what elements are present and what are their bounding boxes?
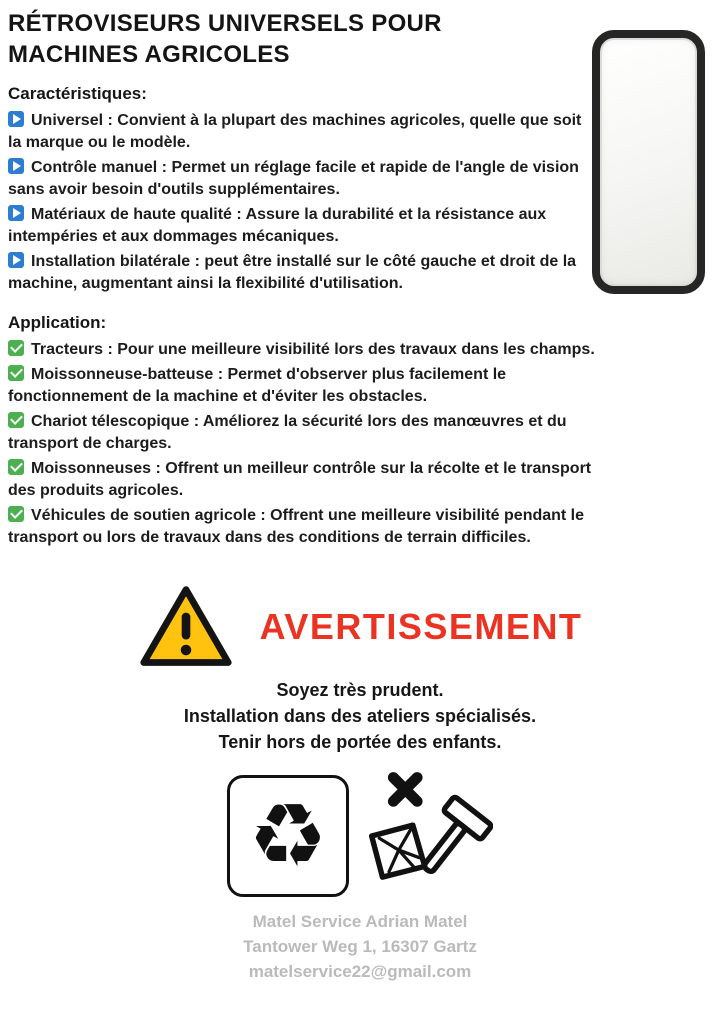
feature-text: Universel : Convient à la plupart des machines agricoles, quelle que soit la marque ou le modèle. xyxy=(8,112,582,151)
warning-note-line: Soyez très prudent. xyxy=(276,680,444,700)
application-item xyxy=(8,458,598,502)
play-button-icon xyxy=(8,205,24,221)
play-button-icon xyxy=(8,111,24,127)
warning-triangle-icon xyxy=(138,583,234,671)
application-text: Véhicules de soutien agricole : Offrent une meilleure visibilité pendant le transport ou lors de travaux dans des conditions de terrain difficiles. xyxy=(8,507,585,546)
feature-item xyxy=(8,110,598,154)
warning-note-line: Installation dans des ateliers spécialisés. xyxy=(183,706,537,726)
application-item xyxy=(8,411,598,455)
play-button-icon xyxy=(8,158,24,174)
check-mark-icon xyxy=(8,412,24,428)
features-heading: Caractéristiques: xyxy=(8,84,147,103)
application-item xyxy=(8,364,598,408)
application-item xyxy=(8,505,598,549)
check-mark-icon xyxy=(8,365,24,381)
seller-footer xyxy=(8,909,712,984)
applications-heading: Application: xyxy=(8,313,107,332)
application-item xyxy=(8,339,598,361)
application-text: Moissonneuses : Offrent un meilleur contrôle sur la récolte et le transport des produits agricoles. xyxy=(8,460,592,499)
footer-address: Tantower Weg 1, 16307 Gartz xyxy=(243,937,477,956)
warning-note-line: Tenir hors de portée des enfants. xyxy=(218,732,502,752)
footer-company: Matel Service Adrian Matel xyxy=(252,912,468,931)
feature-item xyxy=(8,204,598,248)
hammer-glass-prohibited-icon xyxy=(363,771,493,901)
feature-text: Installation bilatérale : peut être installé sur le côté gauche et droit de la machine, augmentant ainsi la flexibilité d'utilisation. xyxy=(8,253,577,292)
application-text: Moissonneuse-batteuse : Permet d'observer plus facilement le fonctionnement de la machine et d'éviter les obstacles. xyxy=(8,366,507,405)
mirror-product-image xyxy=(592,30,705,294)
feature-item xyxy=(8,157,598,201)
warning-banner xyxy=(8,583,712,671)
play-button-icon xyxy=(8,252,24,268)
footer-email: matelservice22@gmail.com xyxy=(248,962,472,981)
check-mark-icon xyxy=(8,340,24,356)
safety-symbols xyxy=(8,771,712,901)
check-mark-icon xyxy=(8,459,24,475)
description-content xyxy=(8,84,598,549)
warning-title: AVERTISSEMENT xyxy=(259,606,583,647)
recycling-icon xyxy=(227,775,349,897)
application-text: Tracteurs : Pour une meilleure visibilité lors des travaux dans les champs. xyxy=(31,341,595,358)
warning-notes xyxy=(8,677,712,755)
application-text: Chariot télescopique : Améliorez la sécurité lors des manœuvres et du transport de charges. xyxy=(8,413,567,452)
check-mark-icon xyxy=(8,506,24,522)
feature-item xyxy=(8,251,598,295)
recycling-symbol-glyph: ♻ xyxy=(248,784,328,887)
feature-text: Matériaux de haute qualité : Assure la durabilité et la résistance aux intempéries et aux dommages mécaniques. xyxy=(8,206,547,245)
page-title: RÉTROVISEURS UNIVERSELS POUR MACHINES AGRICOLES xyxy=(8,10,442,68)
feature-text: Contrôle manuel : Permet un réglage facile et rapide de l'angle de vision sans avoir besoin d'outils supplémentaires. xyxy=(8,159,579,198)
